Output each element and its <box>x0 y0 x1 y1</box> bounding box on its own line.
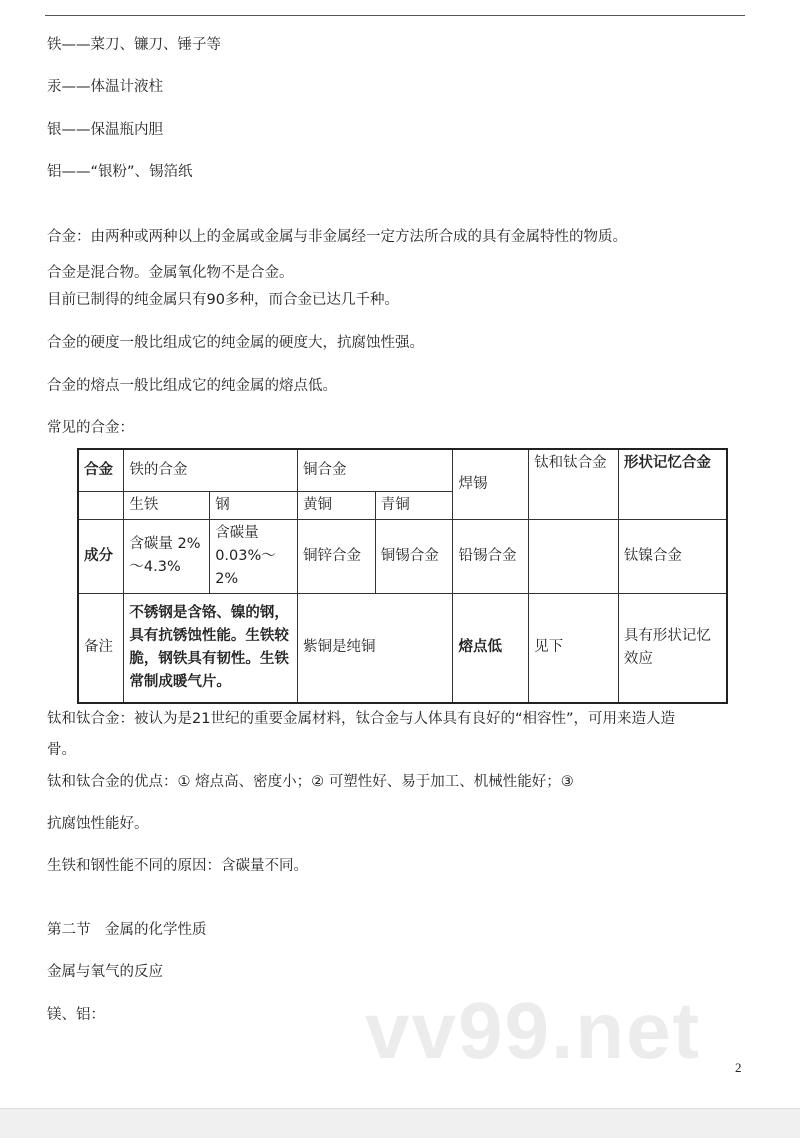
cell: 铜锡合金 <box>375 519 453 593</box>
row-label-notes: 备注 <box>78 593 124 703</box>
text-line: 镁、铝： <box>47 1007 105 1023</box>
text-line: 生铁和钢性能不同的原因：含碳量不同。 <box>47 858 308 874</box>
empty-cell <box>78 491 124 519</box>
text-line: 常见的合金： <box>47 420 134 436</box>
text-line: 骨。 <box>47 742 76 758</box>
header-solder: 焊锡 <box>453 449 529 519</box>
subheader-steel: 钢 <box>210 491 298 519</box>
cell: 具有形状记忆效应 <box>618 593 727 703</box>
cell: 铅锡合金 <box>453 519 529 593</box>
page-number: 2 <box>735 1060 742 1075</box>
text-line: 汞——体温计液柱 <box>47 79 163 95</box>
cell: 紫铜是纯铜 <box>298 593 453 703</box>
subheader-bronze: 青铜 <box>375 491 453 519</box>
cell: 见下 <box>529 593 619 703</box>
text-line: 钛和钛合金的优点：① 熔点高、密度小；② 可塑性好、易于加工、机械性能好；③ <box>47 774 574 790</box>
text-line: 合金：由两种或两种以上的金属或金属与非金属经一定方法所合成的具有金属特性的物质。 <box>47 229 627 245</box>
page-gap <box>0 1108 800 1138</box>
text-line: 铝——“银粉”、锡箔纸 <box>47 164 193 180</box>
header-alloy: 合金 <box>78 449 124 491</box>
subheader-brass: 黄铜 <box>298 491 376 519</box>
header-iron-alloy: 铁的合金 <box>124 449 298 491</box>
subheader-pig-iron: 生铁 <box>124 491 210 519</box>
text-line: 抗腐蚀性能好。 <box>47 816 149 832</box>
cell: 钛镍合金 <box>618 519 727 593</box>
header-shape-memory: 形状记忆合金 <box>618 449 727 519</box>
section-heading: 第二节 金属的化学性质 <box>47 922 207 938</box>
watermark: vv99.net <box>365 986 702 1075</box>
header-titanium: 钛和钛合金 <box>529 449 619 519</box>
text-line: 合金的熔点一般比组成它的纯金属的熔点低。 <box>47 378 337 394</box>
text-line: 合金的硬度一般比组成它的纯金属的硬度大，抗腐蚀性强。 <box>47 335 424 351</box>
cell: 铜锌合金 <box>298 519 376 593</box>
cell: 含碳量 0.03%～2% <box>210 519 298 593</box>
header-rule <box>45 15 745 16</box>
alloy-table <box>77 448 728 704</box>
text-line: 金属与氧气的反应 <box>47 964 163 980</box>
text-line: 银——保温瓶内胆 <box>47 122 163 138</box>
cell: 熔点低 <box>453 593 529 703</box>
header-copper-alloy: 铜合金 <box>298 449 453 491</box>
text-line: 合金是混合物。金属氧化物不是合金。 <box>47 265 294 281</box>
text-line: 目前已制得的纯金属只有90多种，而合金已达几千种。 <box>47 292 399 308</box>
text-line: 钛和钛合金：被认为是21世纪的重要金属材料，钛合金与人体具有良好的“相容性”，可用来造人造 <box>47 711 675 727</box>
cell: 不锈钢是含铬、镍的钢，具有抗锈蚀性能。生铁较脆，钢铁具有韧性。生铁常制成暖气片。 <box>124 593 298 703</box>
cell <box>529 519 619 593</box>
text-line: 铁——菜刀、镰刀、锤子等 <box>47 37 221 53</box>
cell: 含碳量 2%～4.3% <box>124 519 210 593</box>
row-label-composition: 成分 <box>78 519 124 593</box>
